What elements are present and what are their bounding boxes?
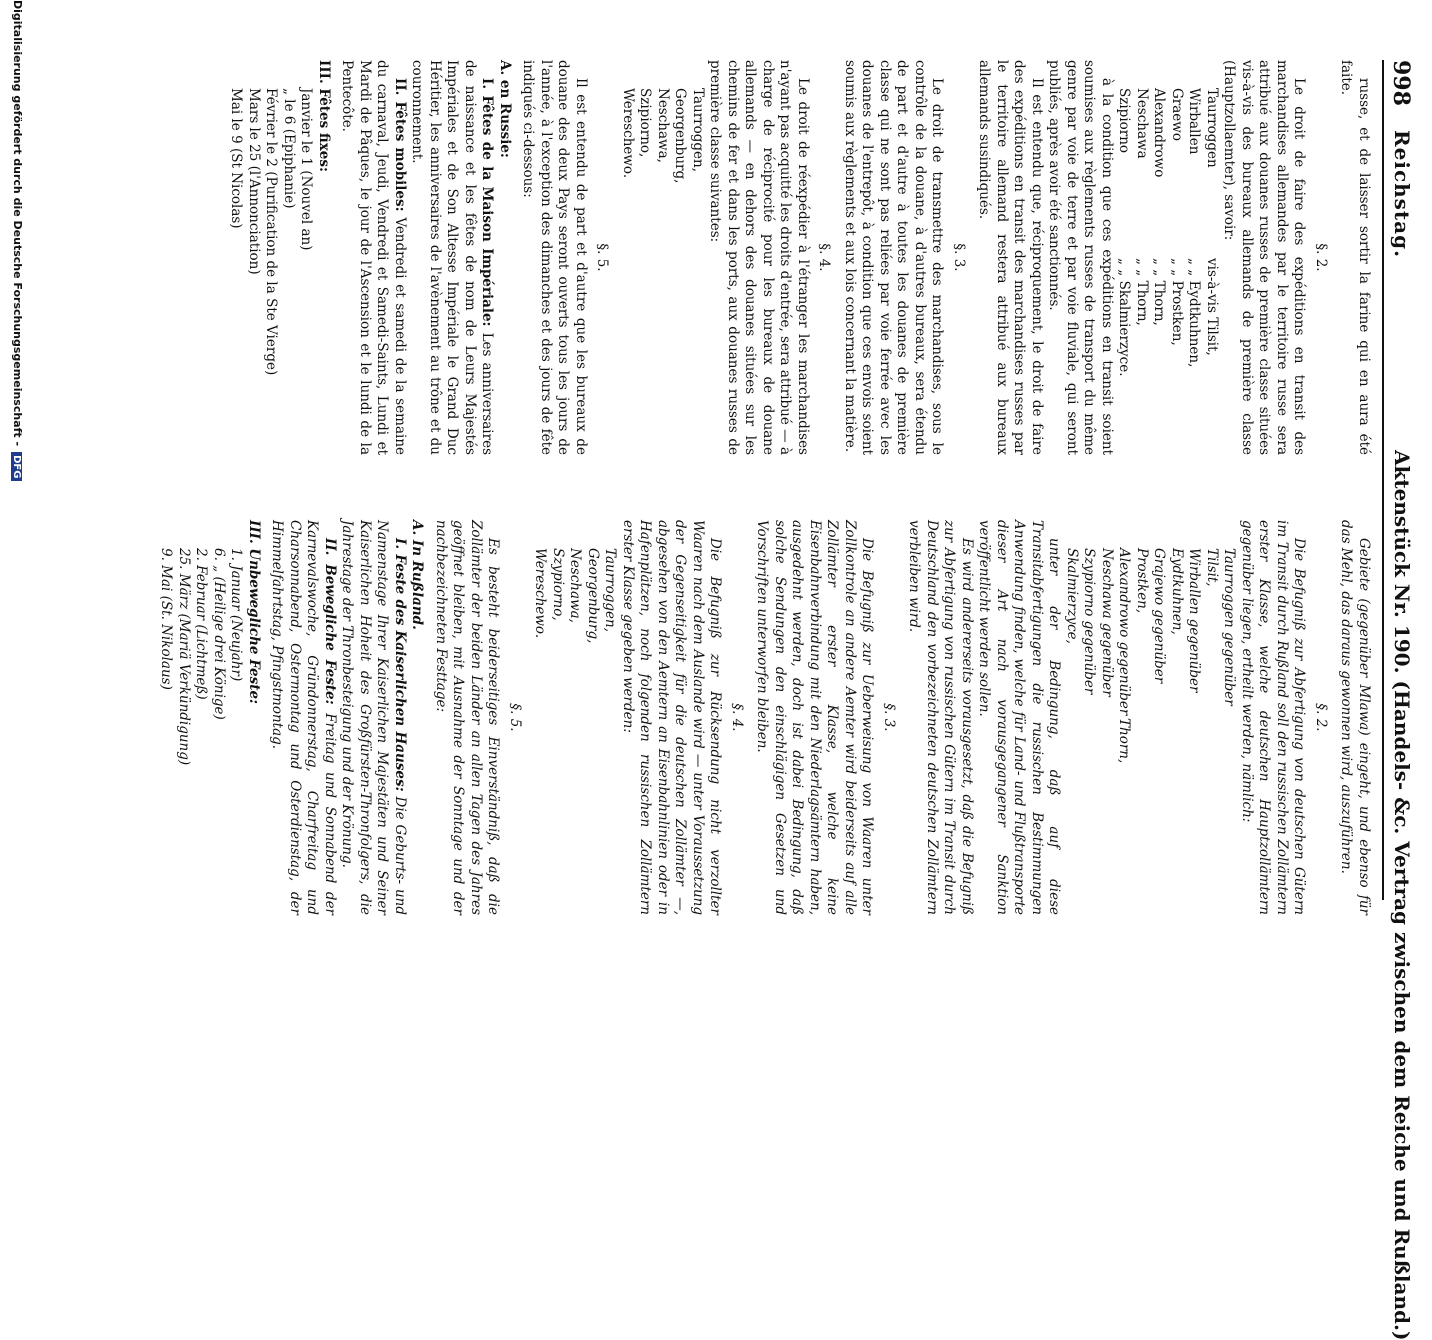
list-item: Wirballen „ „ Eydtkuhnen,: [1186, 88, 1203, 368]
fr-s2-reciprocity: Il est entendu que, réciproquement, le droit de faire des expéditions en transit des marchandises russes par le territoire allemand restera attribué aux bureaux allemands susindiqués.: [976, 60, 1045, 455]
de-section-3: §. 3.: [881, 703, 897, 732]
list-item: Wereschewo.: [620, 88, 636, 179]
fr-s4-list: [619, 60, 707, 455]
de-office-list: [1063, 520, 1238, 915]
fr-intro: russe, et de laisser sortir la farine qui en aura été faite.: [1338, 60, 1372, 455]
list-item: Taurroggen gegenüber Tilsit,: [1204, 548, 1238, 706]
list-item: Wirballen gegenüber Eydtkuhnen,: [1169, 548, 1203, 693]
fr-section-4: §. 4.: [816, 243, 833, 272]
list-item: Szipiorno „ „ Skalmierzyce.: [1116, 88, 1133, 377]
list-item: Neschawa gegenüber: [1099, 548, 1115, 697]
de-section-5: §. 5.: [507, 703, 523, 732]
list-item: Mars le 25 (l'Annonciation): [246, 88, 262, 275]
fr-i-heading: I. Fêtes de la Maison Impériale:: [479, 78, 496, 327]
gazette-title: Reichstag.: [1390, 130, 1414, 259]
fr-s3-text: Le droit de transmettre des marchandises, sous le contrôle de la douane, à d'autres bureaux, sera étendu de part et d'autre à toutes les douanes de première classe qui ne sont pas reliées par voie ferrée avec les douanes de l'entrepôt, à condition que ces envois soient soumis aux règlements et aux lois concernant la matière.: [842, 60, 946, 455]
french-column: [227, 60, 1372, 455]
de-s4-text: Die Befugniß zur Rücksendung nicht verzollter Waaren nach dem Auslande wird — unter Voraussetzung der Gegenseitigkeit für die deutschen Zollämter —, abgesehen von den Aemtern an Eisenbahnlinien oder in Hafenplätzen, noch folgenden russischen Zollämtern erster Klasse gegeben werden:: [620, 520, 724, 915]
list-item: 25. März (Mariä Verkündigung): [176, 548, 192, 766]
footer-text: Digitalisierung gefördert durch die Deutsche Forschungsgemeinschaft -: [11, 0, 24, 447]
de-russia-heading: A. In Rußland.: [409, 520, 426, 630]
de-section-4: §. 4.: [729, 703, 745, 732]
list-item: Taurroggen,: [602, 548, 619, 632]
fr-ii-text: Vendredi et samedi de la semaine du carnaval, Jeudi, Vendredi et Samedi-Saints, Lundi et Mardi de Pâques, le jour de l'Ascension et le lundi de la Pentecôte.: [339, 60, 408, 456]
list-item: Taurroggen,: [690, 88, 706, 172]
document-subtitle: Aktenstück Nr. 190. (Handels- &c. Vertrag zwischen dem Reiche und Rußland.): [1390, 450, 1414, 1340]
german-column: [157, 520, 1372, 915]
de-ii-text: Freitag und Sonnabend der Karnevalswoche, Gründonnerstag, Charfreitag und Charsonnabend, Ostermontag und Osterdienstag, der Himmelfahrtstag, Pfingstmontag.: [269, 520, 338, 916]
de-section-2: §. 2.: [1313, 703, 1329, 732]
list-item: Szypiorno gegenüber Skalmierzyce,: [1064, 548, 1098, 695]
list-item: Neschawa,: [655, 88, 671, 163]
fr-s2-condition: à la condition que ces expéditions en transit soient soumises aux règlements russes de transport du même genre par voie de terre et par voie fluviale, qui seront publiés, après avoir été sanctionnés.: [1046, 60, 1115, 455]
de-s2-text: Die Befugniß zur Abfertigung von deutschen Gütern im Transit durch Rußland soll den russischen Zollämtern erster Klasse, welche deutschen Hauptzollämtern gegenüber liegen, ertheilt werden, nämlich:: [1239, 520, 1308, 915]
list-item: Szypiorno,: [550, 548, 566, 621]
list-item: 1. Januar (Neujahr): [228, 548, 245, 682]
list-item: Alexandrowo gegenüber Thorn,: [1116, 548, 1133, 764]
fr-ii-heading: II. Fêtes mobiles:: [392, 78, 408, 212]
list-item: Février le 2 (Purification de la Ste Vierge): [263, 88, 280, 376]
fr-i-text: Les anniversaires de naissance et les fêtes de nom de Leurs Majestés Impériales et de Son Altesse Impériale le Grand Duc Héritier, les anniversaires de l'avènement au trône et du couronnement.: [409, 60, 496, 455]
fr-section-3: §. 3.: [951, 243, 967, 272]
list-item: Georgenburg,: [672, 88, 689, 184]
de-s2-reciprocity: Es wird andererseits vorausgesetzt, daß die Befugniß zur Abfertigung von russischen Gütern im Transit durch Deutschland den vorbezeichneten deutschen Zollämtern verbleiben wird.: [906, 520, 975, 915]
de-feast-list: [157, 520, 245, 915]
de-ii-heading: II. Bewegliche Feste:: [322, 538, 338, 705]
de-s3-text: Die Befugniß zur Ueberweisung von Waaren unter Zollkontrole an andere Aemter wird beiderseits auf alle Zollämter erster Klasse, welche keine Eisenbahnverbindung mit den Niederlagsämtern haben, ausgedehnt werden, doch ist dabei Bedingung, daß solche Sendungen den einschlägigen Gesetzen und Vorschriften unterworfen bleiben.: [754, 520, 876, 915]
page-header: [1382, 60, 1420, 1340]
list-item: Alexandrowo „ „ Thorn,: [1151, 88, 1168, 326]
list-item: Georgenburg,: [585, 548, 601, 644]
de-i-heading: I. Feste des Kaiserlichen Hauses:: [392, 538, 408, 792]
de-i-text: Die Geburts- und Namenstage Ihrer Kaiserlichen Majestäten und Seiner Kaiserlichen Hoheit des Großfürsten-Thronfolgers, die Jahrestage der Thronbesteigung und der Krönung.: [339, 520, 408, 915]
list-item: Mai le 9 (St Nicolas): [228, 88, 245, 229]
page-number: 998: [1388, 60, 1414, 106]
fr-s4-text: Le droit de réexpédier à l'étranger les marchandises n'ayant pas acquitté les droits d'entrée, sera attribué — à charge de réciprocité pour les bureaux de douane allemands — en dehors des douanes situées sur les chemins de fer et dans les ports, aux douanes russes de première classe suivantes:: [707, 60, 811, 455]
list-item: Grajewo gegenüber Prostken,: [1134, 548, 1168, 684]
list-item: Szipiorno,: [637, 88, 654, 158]
list-item: 2. Februar (Lichtmeß): [193, 548, 210, 700]
list-item: Graewo „ „ Prostken,: [1169, 88, 1185, 346]
digitization-footer: [4, 0, 24, 1000]
fr-office-list: [1115, 60, 1220, 455]
de-s2-condition: unter der Bedingung, daß auf diese Transitabfertigungen die russischen Bestimmungen Anwendung finden, welche für Land- und Flußtransporte dieser Art nach vorausgegangener Sanktion veröffentlicht werden sollen.: [976, 520, 1063, 915]
dfg-logo: DFG: [11, 452, 22, 481]
de-s5-text: Es besteht beiderseitiges Einverständniß, daß die Zollämter der beiden Länder an allen Tagen des Jahres geöffnet bleiben, mit Ausnahme der Sonntage und der nachbezeichneten Festtage:: [433, 520, 502, 915]
fr-section-2: §. 2.: [1313, 243, 1329, 272]
list-item: 6. „ (Heilige drei Könige): [211, 548, 227, 720]
fr-russia-heading: A. en Russie:: [497, 60, 513, 158]
fr-feast-list: [227, 60, 315, 455]
fr-iii-heading: III. Fêtes fixes:: [316, 60, 332, 172]
de-s4-list: [531, 520, 619, 915]
list-item: Janvier le 1 (Nouvel an): [298, 88, 315, 251]
list-item: Wereschewo.: [532, 548, 549, 639]
list-item: Taurroggen vis-à-vis Tilsit,: [1204, 88, 1220, 356]
de-intro: Gebiete (gegenüber Mlawa) eingeht, und ebenso für das Mehl, das daraus gewonnen wird, auszuführen.: [1338, 520, 1372, 915]
list-item: Neschawa „ „ Thorn,: [1134, 88, 1150, 326]
de-iii-heading: III. Unbewegliche Feste:: [246, 520, 262, 705]
fr-s2-text: Le droit de faire des expéditions en transit des marchandises allemandes par le territoire russe sera attribué aux douanes russes de première classe situées vis-à-vis des bureaux allemands de première classe (Hauptzollaemter), savoir:: [1221, 60, 1308, 455]
list-item: Neschawa,: [567, 548, 584, 623]
list-item: 9. Mai (St. Nikolaus): [158, 548, 175, 690]
list-item: „ le 6 (Epiphanie): [281, 88, 297, 209]
fr-section-5: §. 5.: [594, 243, 611, 272]
fr-s5-text: Il est entendu de part et d'autre que les bureaux de douane des deux Pays seront ouverts tous les jours de l'année, à l'exception des dimanches et des jours de fête indiqués ci-dessous:: [520, 60, 589, 455]
